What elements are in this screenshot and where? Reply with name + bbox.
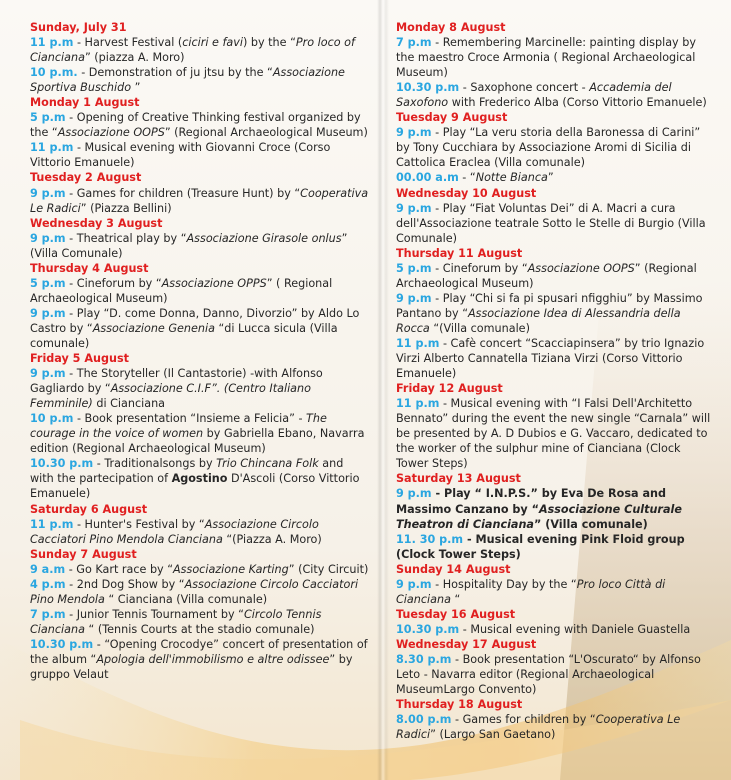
event-text: Associazione Circolo Cacciatori Pino Mendola: [30, 577, 359, 606]
event-entry: [30, 186, 370, 216]
event-text: ” ( Regional Archaeological Museum): [30, 276, 333, 305]
event-entry: [30, 140, 370, 170]
event-text: ” (piazza A. Moro): [84, 51, 185, 65]
event-text: “: [450, 592, 461, 606]
left-column: [30, 20, 370, 682]
event-entry: [396, 125, 711, 170]
event-entry: [396, 652, 711, 697]
event-time: 11 p.m: [30, 141, 74, 155]
event-time: 9 p.m: [30, 306, 66, 320]
event-text: ” (Largo San Gaetano): [430, 728, 556, 742]
event-text: - Play “La veru storia della Baronessa di Carini” by Tony Cucchiara by Associazione Aromi di Sicilia di Cattolica Eraclea (Villa comunale): [396, 126, 701, 170]
event-text: and with the partecipation of: [30, 457, 344, 486]
event-text: - Play “ I.N.P.S.” by Eva De Rosa and Massimo Canzano by “: [396, 487, 666, 516]
event-text: - Junior Tennis Tournament by “: [65, 607, 244, 621]
day-heading: Sunday 7 August: [30, 547, 137, 561]
event-entry: [30, 366, 370, 411]
event-text: Pro loco Città di Cianciana: [396, 577, 666, 606]
event-entry: [396, 396, 711, 471]
event-text: Notte Bianca: [475, 171, 548, 185]
event-time: 11 p.m: [30, 36, 74, 50]
event-time: 10.30 p.m: [396, 81, 460, 95]
event-text: Pro loco of Cianciana: [30, 36, 355, 65]
event-time: 7 p.m: [396, 36, 432, 50]
event-text: - Traditionalsongs by: [93, 457, 217, 471]
right-column: [396, 20, 711, 742]
event-entry: [30, 306, 370, 351]
event-entry: [30, 607, 370, 637]
event-text: - Play “Fiat Voluntas Dei” di A. Macri a cura dell'Associazione teatrale Sotto le Stelle di Burgio (Villa Comunale): [396, 201, 706, 245]
event-text: ”: [547, 171, 554, 185]
event-entry: [30, 276, 370, 306]
event-entry: [396, 532, 711, 562]
event-time: 9 p.m: [396, 577, 432, 591]
event-entry: [30, 110, 370, 140]
event-text: - Saxophone concert -: [459, 81, 590, 95]
event-text: with Frederico Alba (Corso Vittorio Emanuele): [448, 96, 707, 110]
page-fold: [377, 0, 389, 780]
event-text: - Musical evening Pink Floid group (Clock Tower Steps): [396, 532, 685, 561]
event-text: - Games for children (Treasure Hunt) by “: [65, 186, 301, 200]
event-entry: [30, 456, 370, 501]
event-text: ciciri e favi: [182, 36, 243, 50]
event-text: Cooperativa Le Radici: [396, 713, 681, 742]
event-text: ”: [131, 81, 141, 95]
event-entry: [30, 65, 370, 95]
event-text: ” by gruppo Velaut: [30, 652, 353, 682]
event-time: 9 p.m: [30, 186, 66, 200]
event-text: - The Storyteller (Il Cantastorie) -with Alfonso Gagliardo by “: [30, 367, 323, 396]
day-heading: Thursday 18 August: [396, 698, 523, 712]
event-time: 9 p.m: [30, 367, 66, 381]
event-text: ” (Villa Comunale): [30, 231, 348, 260]
event-time: 5 p.m: [30, 111, 66, 125]
event-time: 10.30 p.m: [30, 457, 94, 471]
event-text: Associazione Genenia: [92, 321, 215, 335]
event-text: - Cafè concert “Scacciapinsera” by trio Ignazio Virzi Alberto Cannatella Tiziana Virzi (Corso Vittorio Emanuele): [396, 336, 705, 381]
event-time: 9 p.m: [30, 231, 66, 245]
day-heading: Tuesday 16 August: [396, 607, 516, 621]
event-text: “ (Tennis Courts at the stadio comunale): [84, 622, 315, 636]
event-text: Associazione OOPS: [57, 126, 165, 140]
event-time: 9 a.m: [30, 562, 66, 576]
event-time: 9 p.m: [396, 201, 432, 215]
event-text: - Harvest Festival (: [73, 36, 183, 50]
event-text: - Remembering Marcinelle: painting display by the maestro Croce Armonia ( Regional Archaeological Museum): [396, 36, 696, 80]
event-text: The courage in the voice of women: [30, 412, 327, 441]
event-text: Associazione Karting: [173, 562, 289, 576]
event-text: ” (Villa comunale): [533, 517, 648, 531]
event-text: - “Opening Crocodye” concert of presentation of the album “: [30, 637, 368, 666]
event-text: Apologia dell'immobilismo e altre odissee: [96, 652, 330, 666]
event-entry: [396, 201, 711, 246]
day-heading: Wednesday 17 August: [396, 637, 537, 651]
event-entry: [396, 291, 711, 336]
event-text: Associazione Girasole onlus: [186, 231, 342, 245]
event-entry: [396, 577, 711, 607]
event-text: - Play “Chi si fa pi spusari nfigghiu” by Massimo Pantano by “: [396, 291, 703, 320]
event-text: ” (Regional Archaeological Museum): [164, 126, 368, 140]
day-heading: Saturday 6 August: [30, 502, 148, 516]
day-heading: Wednesday 3 August: [30, 216, 163, 230]
event-time: 8.30 p.m: [396, 652, 452, 666]
day-heading: Monday 1 August: [30, 96, 140, 110]
day-heading: Tuesday 9 August: [396, 111, 508, 125]
event-time: 10.30 p.m: [396, 622, 460, 636]
event-entry: [30, 231, 370, 261]
event-time: 10.30 p.m: [30, 637, 94, 651]
event-entry: [30, 517, 370, 547]
day-heading: Thursday 4 August: [30, 261, 149, 275]
day-heading: Friday 5 August: [30, 352, 129, 366]
event-text: Associazione OOPS: [527, 261, 635, 275]
event-text: Associazione Circolo Cacciatori Pino Mendola Cianciana: [30, 517, 319, 546]
event-time: 11 p.m: [396, 336, 440, 350]
event-entry: [396, 261, 711, 291]
event-text: di Cianciana: [92, 397, 166, 411]
event-time: 7 p.m: [30, 607, 66, 621]
event-text: ” (Piazza Bellini): [80, 201, 172, 215]
event-text: - 2nd Dog Show by “: [65, 577, 185, 591]
day-heading: Tuesday 2 August: [30, 171, 142, 185]
event-text: “ Cianciana (Villa comunale): [104, 592, 268, 606]
event-entry: [396, 712, 711, 742]
event-time: 9 p.m: [396, 126, 432, 140]
event-time: 10 p.m: [30, 412, 74, 426]
event-text: Associazione Culturale Theatron di Cianciana: [396, 502, 682, 531]
event-time: 4 p.m: [30, 577, 66, 591]
event-entry: [30, 562, 370, 577]
event-text: D'Ascoli (Corso Vittorio Emanuele): [30, 472, 360, 501]
event-text: Associazione OPPS: [161, 276, 267, 290]
event-text: Agostino: [171, 472, 228, 486]
event-text: Cooperativa Le Radici: [30, 186, 369, 215]
day-heading: Sunday, July 31: [30, 21, 127, 34]
event-text: - “: [458, 171, 476, 185]
event-time: 10 p.m.: [30, 66, 78, 80]
event-entry: [30, 577, 370, 607]
event-text: - Go Kart race by “: [65, 562, 174, 576]
event-text: - Play “D. come Donna, Danno, Divorzio” by Aldo Lo Castro by “: [30, 306, 360, 335]
day-heading: Sunday 14 August: [396, 562, 511, 576]
event-text: - Games for children by “: [451, 713, 596, 727]
event-time: 9 p.m: [396, 291, 432, 305]
event-entry: [396, 80, 711, 110]
event-text: ” (City Circuit): [288, 562, 369, 576]
event-time: 11 p.m: [30, 517, 74, 531]
event-text: “di Lucca sicula (Villa comunale): [30, 321, 338, 350]
event-text: Circolo Tennis Cianciana: [30, 607, 322, 636]
event-text: - Demonstration of ju jtsu by the “: [77, 66, 273, 80]
event-text: Associazione Sportiva Buschido: [30, 66, 345, 95]
event-text: - Hospitality Day by the “: [431, 577, 577, 591]
event-text: Associazione Idea di Alessandria della Rocca: [396, 306, 681, 335]
event-text: Associazione C.I.F”. (Centro Italiano Femminile): [30, 382, 311, 411]
event-text: - Book presentation “L'Oscurato“ by Alfonso Leto - Navarra editor (Regional Archaeological MuseumLargo Convento): [396, 652, 701, 697]
event-time: 11. 30 p.m: [396, 532, 464, 546]
event-entry: [30, 637, 370, 682]
event-entry: [396, 622, 711, 637]
event-text: - Opening of Creative Thinking festival organized by the “: [30, 111, 361, 140]
event-entry: [396, 336, 711, 381]
event-entry: [30, 35, 370, 65]
event-entry: [396, 35, 711, 80]
event-entry: [396, 486, 711, 531]
day-heading: Wednesday 10 August: [396, 186, 537, 200]
day-heading: Thursday 11 August: [396, 246, 523, 260]
event-text: “(Piazza A. Moro): [222, 532, 322, 546]
event-text: Accademia del Saxofono: [396, 81, 672, 110]
event-time: 5 p.m: [396, 261, 432, 275]
event-text: by Gabriella Ebano, Navarra edition (Regional Archaeological Museum): [30, 427, 365, 456]
event-text: “(Villa comunale): [429, 321, 530, 335]
event-text: - Musical evening with “I Falsi Dell'Architetto Bennato” during the event the new single “Carnala” will be presented by A. D Dubios e G. Vaccaro, dedicated to the worker of the sulphur mine of Cianciana (Clock Tower Steps): [396, 397, 711, 471]
event-time: 5 p.m: [30, 276, 66, 290]
event-text: ” (Regional Archaeological Museum): [396, 261, 697, 290]
event-time: 11 p.m: [396, 397, 440, 411]
event-text: - Cineforum by “: [431, 261, 528, 275]
event-text: - Hunter's Festival by “: [73, 517, 205, 531]
event-entry: [30, 411, 370, 456]
event-text: Trio Chincana Folk: [216, 457, 319, 471]
event-time: 00.00 a.m: [396, 171, 459, 185]
day-heading: Friday 12 August: [396, 382, 503, 396]
event-text: ) by the “: [242, 36, 296, 50]
event-text: - Theatrical play by “: [65, 231, 187, 245]
day-heading: Saturday 13 August: [396, 472, 521, 486]
event-entry: [396, 170, 711, 185]
event-text: - Musical evening with Daniele Guastella: [459, 622, 691, 636]
event-text: - Musical evening with Giovanni Croce (Corso Vittorio Emanuele): [30, 141, 331, 170]
event-time: 9 p.m: [396, 487, 432, 501]
event-time: 8.00 p.m: [396, 713, 452, 727]
day-heading: Monday 8 August: [396, 21, 506, 34]
event-text: - Book presentation “Insieme a Felicia” -: [73, 412, 307, 426]
event-text: - Cineforum by “: [65, 276, 162, 290]
